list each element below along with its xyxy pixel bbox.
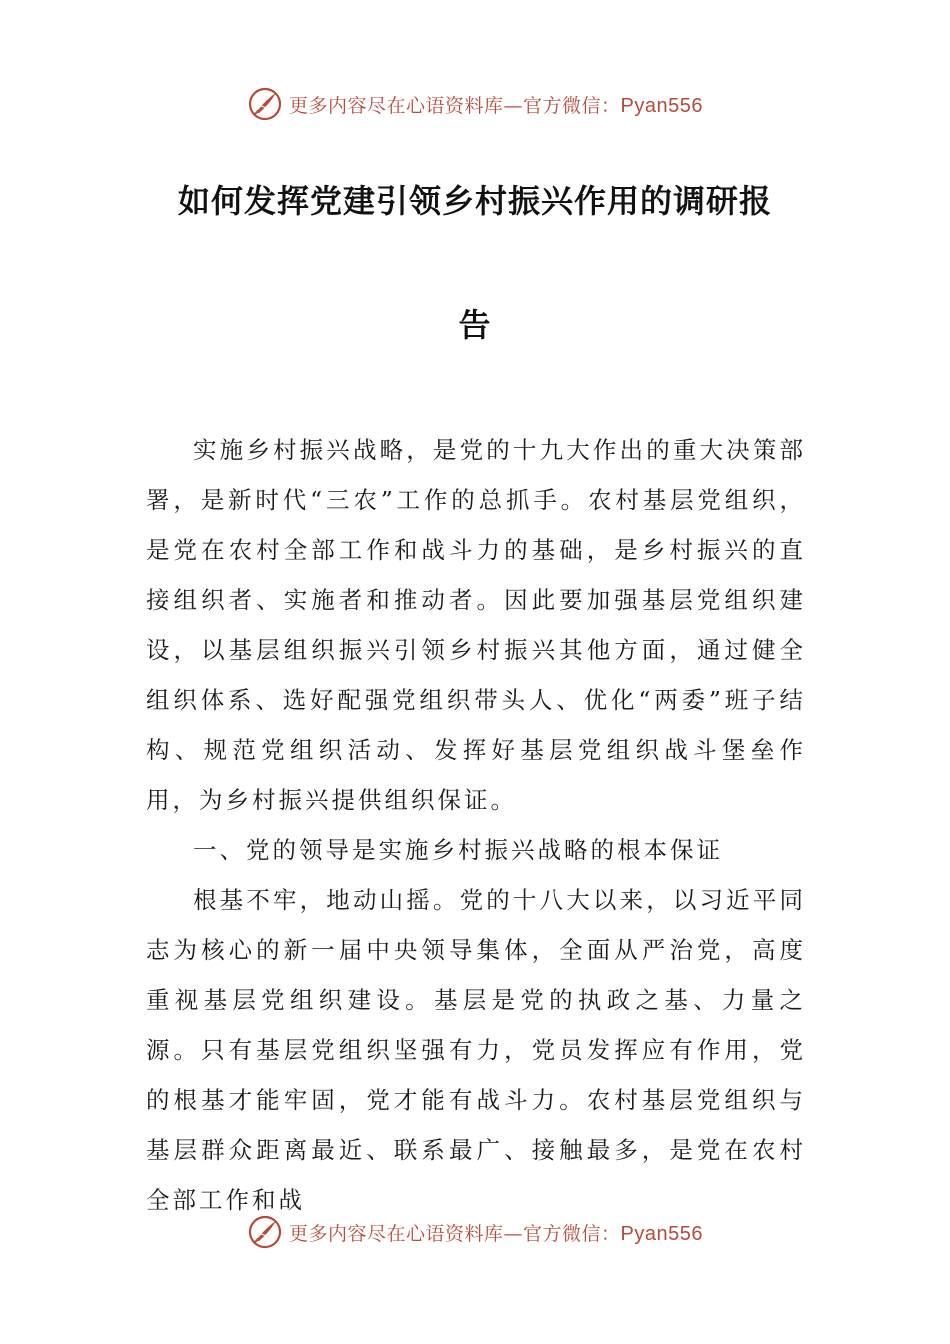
- document-title-line-2: 告: [458, 306, 492, 344]
- body-paragraph: 根基不牢，地动山摇。党的十八大以来，以习近平同志为核心的新一届中央领导集体，全面从严治党，高度重视基层党组织建设。基层是党的执政之基、力量之源。只有基层党组织坚强有力，党员发挥应有作用，党的根基才能牢固，党才能有战斗力。农村基层党组织与基层群众距离最近、联系最广、接触最多，是党在农村全部工作和战: [146, 886, 806, 1214]
- header-watermark: [0, 82, 950, 126]
- watermark-text: 更多内容尽在心语资料库—官方微信：: [289, 94, 621, 117]
- quill-pen-logo-icon: [247, 1214, 283, 1250]
- footer-watermark: [0, 1210, 950, 1254]
- section-heading: 一、党的领导是实施乡村振兴战略的根本保证: [193, 836, 723, 864]
- document-title-line-1: 如何发挥党建引领乡村振兴作用的调研报: [177, 182, 772, 220]
- body-paragraph: 实施乡村振兴战略，是党的十九大作出的重大决策部署，是新时代“三农”工作的总抓手。农村基层党组织，是党在农村全部工作和战斗力的基础，是乡村振兴的直接组织者、实施者和推动者。因此要加强基层党组织建设，以基层组织振兴引领乡村振兴其他方面，通过健全组织体系、选好配强党组织带头人、优化“两委”班子结构、规范党组织活动、发挥好基层党组织战斗堡垒作用，为乡村振兴提供组织保证。: [146, 436, 806, 814]
- quill-pen-logo-icon: [247, 86, 283, 122]
- watermark-id: Pyan556: [620, 94, 703, 117]
- watermark-id: Pyan556: [620, 1222, 703, 1245]
- watermark-text: 更多内容尽在心语资料库—官方微信：: [289, 1222, 621, 1245]
- document-body: [146, 425, 806, 1225]
